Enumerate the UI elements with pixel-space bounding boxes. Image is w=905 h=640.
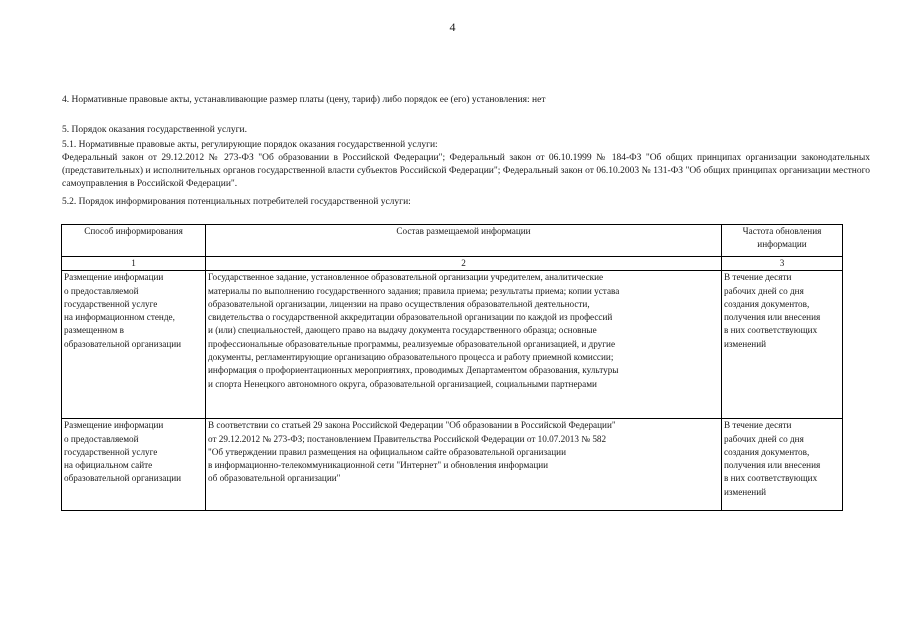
frequency-line: рабочих дней со дня <box>724 433 804 444</box>
method-line: государственной услуге <box>64 446 158 457</box>
content-line: "Об утверждении правил размещения на официальном сайте образовательной организации <box>208 446 566 457</box>
section-5-2-text: 5.2. Порядок информирования потенциальных потребителей государственной услуги: <box>62 197 411 207</box>
content-line: Государственное задание, установленное образовательной организации учредителем, аналитические <box>208 272 604 283</box>
table-header-row <box>62 225 843 257</box>
frequency-line: изменений <box>724 338 767 349</box>
frequency-line: создания документов, <box>724 446 810 457</box>
header-method: Способ информирования <box>62 225 206 257</box>
frequency-line: получения или внесения <box>724 312 821 323</box>
method-line: о предоставляемой <box>64 285 139 296</box>
header-frequency: Частота обновления информации <box>722 225 843 257</box>
frequency-line: В течение десяти <box>724 272 792 283</box>
content-line: об образовательной организации" <box>208 473 341 484</box>
frequency-cell <box>722 419 843 511</box>
content-cell <box>206 419 722 511</box>
table-number-row <box>62 257 843 271</box>
frequency-line: рабочих дней со дня <box>724 285 804 296</box>
section-4-text: 4. Нормативные правовые акты, устанавливающие размер платы (цену, тариф) либо порядок ее (его) установления: нет <box>62 95 546 105</box>
frequency-line: В течение десяти <box>724 420 792 431</box>
method-cell <box>62 419 206 511</box>
method-line: о предоставляемой <box>64 433 139 444</box>
content-line: В соответствии со статьей 29 закона Российской Федерации "Об образовании в Российской Федерации" <box>208 420 616 431</box>
legal-acts-paragraph: Федеральный закон от 29.12.2012 № 273-ФЗ "Об образовании в Российской Федерации"; Федеральный закон от 06.10.1999 № 184-ФЗ "Об общих принципах организации законодательных (представительных) и исполнительных органов государственной власти субъектов Российской Федерации"; Федеральный закон от 06.10.2003 № 131-ФЗ "Об общих принципах организации местного самоуправления в Российской Федерации". <box>62 153 870 190</box>
column-number: 2 <box>206 257 722 271</box>
content-line: профессиональные образовательные программы, реализуемые образовательной организацией, и другие <box>208 338 616 349</box>
content-cell <box>206 271 722 419</box>
frequency-line: изменений <box>724 486 767 497</box>
frequency-line: создания документов, <box>724 298 810 309</box>
frequency-cell <box>722 271 843 419</box>
method-line: на информационном стенде, <box>64 312 175 323</box>
method-line: размещенном в <box>64 325 124 336</box>
section-5-heading: 5. Порядок оказания государственной услуги. <box>62 125 248 135</box>
content-line: от 29.12.2012 № 273-ФЗ; постановлением Правительства Российской Федерации от 10.07.2013 № 582 <box>208 433 607 444</box>
content-line: в информационно-телекоммуникационной сети "Интернет" и обновления информации <box>208 460 549 471</box>
frequency-line: получения или внесения <box>724 460 821 471</box>
content-line: информация о профориентационных мероприятиях, проводимых Департаментом образования, культуры <box>208 365 619 376</box>
table-row <box>62 271 843 419</box>
method-line: образовательной организации <box>64 473 182 484</box>
frequency-line: в них соответствующих <box>724 325 818 336</box>
section-5-1-text: 5.1. Нормативные правовые акты, регулирующие порядок оказания государственной услуги: <box>62 140 438 150</box>
content-line: свидетельства о государственной аккредитации образовательной организации по каждой из профессий <box>208 312 613 323</box>
content-line: и (или) специальностей, дающего право на выдачу документа государственного образца; основные <box>208 325 597 336</box>
content-line: документы, регламентирующие организацию образовательного процесса и работу приемной комиссии; <box>208 352 614 363</box>
method-line: государственной услуге <box>64 298 158 309</box>
method-line: образовательной организации <box>64 338 182 349</box>
method-line: Размещение информации <box>64 272 164 283</box>
column-number: 1 <box>62 257 206 271</box>
frequency-line: в них соответствующих <box>724 473 818 484</box>
column-number: 3 <box>722 257 843 271</box>
content-line: образовательной организации, лицензии на право осуществления образовательной деятельности, <box>208 298 590 309</box>
method-line: на официальном сайте <box>64 460 153 471</box>
header-content: Состав размещаемой информации <box>206 225 722 257</box>
method-line: Размещение информации <box>64 420 164 431</box>
page-number: 4 <box>449 20 456 34</box>
table-row <box>62 419 843 511</box>
informing-table <box>61 224 843 511</box>
content-line: материалы по выполнению государственного задания; правила приема; результаты приема; копии устава <box>208 285 620 296</box>
content-line: и спорта Ненецкого автономного округа, образовательной организацией, социальными партнерами <box>208 378 597 389</box>
method-cell <box>62 271 206 419</box>
